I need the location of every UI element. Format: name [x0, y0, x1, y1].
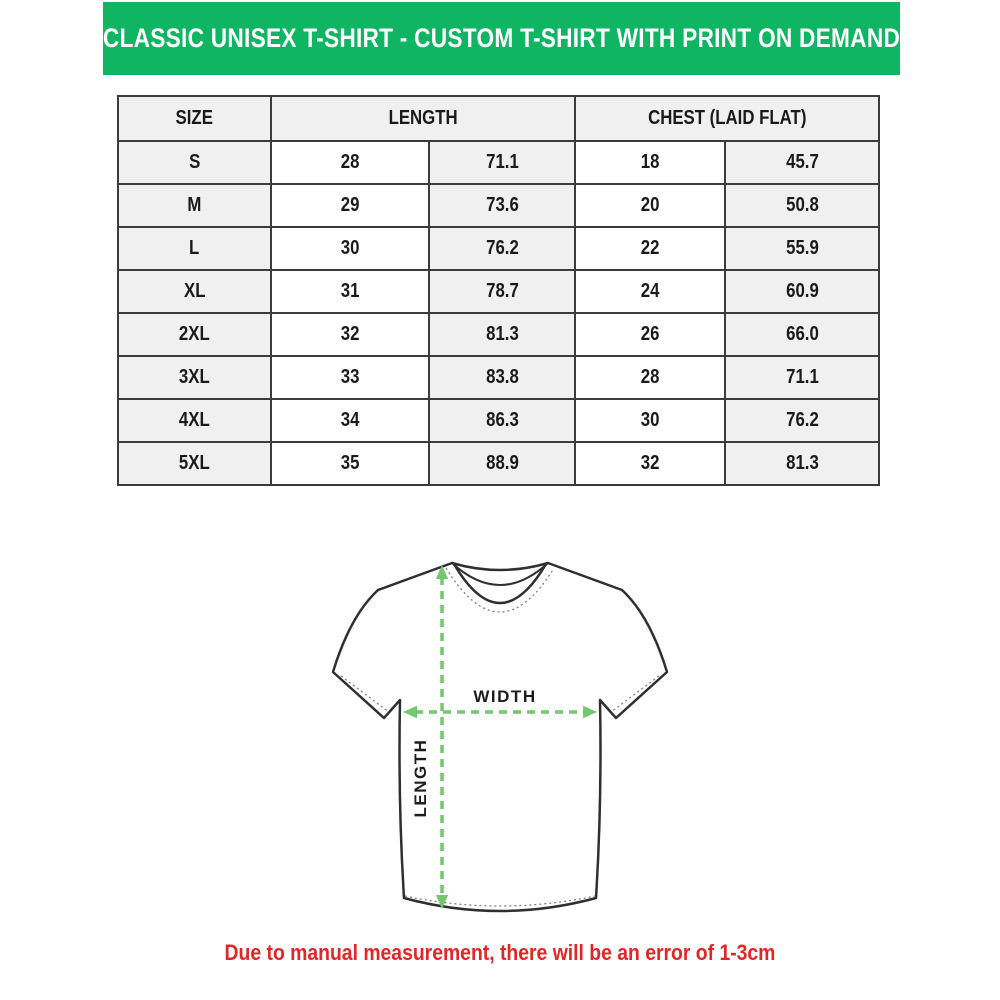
length-cm-cell: 78.7	[429, 270, 575, 313]
length-label: LENGTH	[411, 738, 430, 818]
table-row	[118, 442, 879, 485]
table-row	[118, 313, 879, 356]
chest-in-cell: 22	[575, 227, 725, 270]
chest-cm-cell: 76.2	[725, 399, 879, 442]
title-banner	[103, 2, 900, 75]
size-cell: 4XL	[118, 399, 271, 442]
chest-in-cell: 24	[575, 270, 725, 313]
measurement-note-text: Due to manual measurement, there will be an error of 1-3cm	[224, 940, 776, 965]
length-in-cell: 30	[271, 227, 429, 270]
measurement-note	[0, 940, 1000, 966]
width-label: WIDTH	[473, 687, 537, 706]
chest-in-cell: 28	[575, 356, 725, 399]
size-cell: XL	[118, 270, 271, 313]
length-in-cell: 32	[271, 313, 429, 356]
chest-cm-cell: 55.9	[725, 227, 879, 270]
chest-cm-cell: 60.9	[725, 270, 879, 313]
header-size: SIZE	[118, 96, 271, 141]
chest-cm-cell: 71.1	[725, 356, 879, 399]
length-cm-cell: 73.6	[429, 184, 575, 227]
header-length: LENGTH	[271, 96, 575, 141]
size-cell: 3XL	[118, 356, 271, 399]
table-row	[118, 141, 879, 184]
chest-in-cell: 30	[575, 399, 725, 442]
header-row	[118, 96, 879, 141]
table-row	[118, 184, 879, 227]
length-in-cell: 33	[271, 356, 429, 399]
tshirt-diagram	[320, 552, 680, 932]
length-cm-cell: 83.8	[429, 356, 575, 399]
size-cell: S	[118, 141, 271, 184]
size-chart-table	[117, 95, 880, 486]
chest-in-cell: 20	[575, 184, 725, 227]
chest-in-cell: 18	[575, 141, 725, 184]
length-cm-cell: 71.1	[429, 141, 575, 184]
table-row	[118, 227, 879, 270]
size-cell: 2XL	[118, 313, 271, 356]
table-row	[118, 270, 879, 313]
length-cm-cell: 86.3	[429, 399, 575, 442]
length-cm-cell: 88.9	[429, 442, 575, 485]
chest-cm-cell: 81.3	[725, 442, 879, 485]
table-row	[118, 356, 879, 399]
length-cm-cell: 76.2	[429, 227, 575, 270]
length-cm-cell: 81.3	[429, 313, 575, 356]
chest-in-cell: 32	[575, 442, 725, 485]
chest-in-cell: 26	[575, 313, 725, 356]
header-chest: CHEST (LAID FLAT)	[575, 96, 879, 141]
table-row	[118, 399, 879, 442]
chest-cm-cell: 45.7	[725, 141, 879, 184]
banner-title: CLASSIC UNISEX T-SHIRT - CUSTOM T-SHIRT WITH PRINT ON DEMAND	[102, 23, 901, 53]
length-in-cell: 28	[271, 141, 429, 184]
size-cell: L	[118, 227, 271, 270]
size-cell: M	[118, 184, 271, 227]
length-in-cell: 34	[271, 399, 429, 442]
chest-cm-cell: 50.8	[725, 184, 879, 227]
chest-cm-cell: 66.0	[725, 313, 879, 356]
tshirt-diagram-wrap	[320, 552, 680, 932]
length-in-cell: 35	[271, 442, 429, 485]
tshirt-outline	[333, 563, 667, 911]
size-cell: 5XL	[118, 442, 271, 485]
length-in-cell: 29	[271, 184, 429, 227]
length-in-cell: 31	[271, 270, 429, 313]
